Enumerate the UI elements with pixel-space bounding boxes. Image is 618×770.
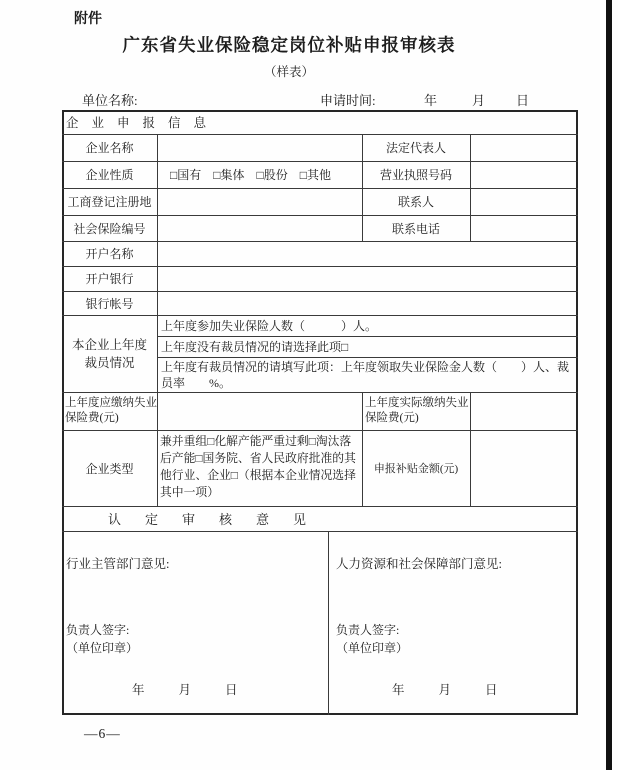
apply-day-label: 日 xyxy=(516,93,530,108)
social-insurance-field xyxy=(157,215,362,241)
company-name-label: 企业名称 xyxy=(85,141,134,155)
month-label: 月 xyxy=(438,683,452,697)
bank-account-label: 银行帐号 xyxy=(85,296,134,311)
subsidy-amount-label: 申报补贴金额(元) xyxy=(373,463,459,475)
scan-edge-artifact xyxy=(606,0,612,770)
day-label: 日 xyxy=(225,683,238,697)
industry-date-line xyxy=(132,680,272,698)
section-header-enterprise-info: 企业申报信息 xyxy=(66,116,220,130)
apply-time-label: 申请时间: xyxy=(320,93,376,108)
actual-premium-field xyxy=(470,392,578,430)
company-type-checkboxes: 兼并重组□化解产能严重过剩□淘汰落后产能□国务院、省人民政府批准的其他行业、企业□（根据本企业情况选择其中一项） xyxy=(160,434,356,499)
unit-name-label: 单位名称: xyxy=(82,93,138,108)
review-opinion-header: 认定审核意见 xyxy=(108,512,331,527)
year-label: 年 xyxy=(392,683,405,697)
layoff-none-checkbox-line: 上年度没有裁员情况的请选择此项□ xyxy=(161,340,349,354)
registered-place-field xyxy=(157,188,362,215)
actual-premium-label: 上年度实际缴纳失业保险费(元) xyxy=(365,397,469,424)
hr-signer-label: 负责人签字: xyxy=(336,623,400,637)
company-type-label: 企业类型 xyxy=(85,461,134,476)
contact-phone-field xyxy=(470,215,578,241)
account-name-label: 开户名称 xyxy=(85,247,134,261)
industry-seal-label: （单位印章） xyxy=(66,641,139,655)
page-title: 广东省失业保险稳定岗位补贴申报审核表 xyxy=(122,35,456,55)
layoff-insured-count-line: 上年度参加失业保险人数（ ）人。 xyxy=(161,319,378,333)
company-nature-label: 企业性质 xyxy=(85,168,134,182)
bank-account-field xyxy=(157,291,578,315)
grid-line xyxy=(62,531,578,532)
due-premium-field xyxy=(157,392,362,430)
legal-rep-label: 法定代表人 xyxy=(385,141,446,155)
apply-year-label: 年 xyxy=(424,93,438,108)
month-label: 月 xyxy=(178,683,192,697)
legal-rep-field xyxy=(470,134,578,161)
apply-month-label: 月 xyxy=(472,93,486,108)
company-nature-checkboxes: □国有 □集体 □股份 □其他 xyxy=(170,168,331,182)
page-number: —6— xyxy=(84,726,121,741)
hr-opinion-label: 人力资源和社会保障部门意见: xyxy=(336,557,502,571)
contact-phone-label: 联系电话 xyxy=(391,221,440,236)
registered-place-label: 工商登记注册地 xyxy=(67,195,152,209)
layoff-group-label: 本企业上年度裁员情况 xyxy=(71,337,147,370)
attachment-label: 附件 xyxy=(74,12,102,27)
hr-date-line xyxy=(392,680,532,698)
page-subtitle: （样表） xyxy=(263,65,314,79)
company-name-field xyxy=(157,134,362,161)
industry-signer-label: 负责人签字: xyxy=(66,623,130,637)
license-no-label: 营业执照号码 xyxy=(379,168,452,182)
day-label: 日 xyxy=(485,683,498,697)
contact-person-label: 联系人 xyxy=(397,195,434,209)
bank-name-label: 开户银行 xyxy=(85,272,134,286)
social-insurance-label: 社会保险编号 xyxy=(73,221,146,236)
contact-person-field xyxy=(470,188,578,215)
grid-line xyxy=(328,531,329,715)
account-name-field xyxy=(157,241,578,266)
bank-name-field xyxy=(157,266,578,291)
subsidy-amount-field xyxy=(470,430,578,506)
due-premium-label: 上年度应缴纳失业保险费(元) xyxy=(65,397,157,424)
year-label: 年 xyxy=(132,683,145,697)
industry-opinion-label: 行业主管部门意见: xyxy=(66,557,170,571)
hr-seal-label: （单位印章） xyxy=(336,641,409,655)
license-no-field xyxy=(470,161,578,188)
layoff-detail-line: 上年度有裁员情况的请填写此项：上年度领取失业保险金人数（ ）人、裁员率 %。 xyxy=(161,360,570,390)
